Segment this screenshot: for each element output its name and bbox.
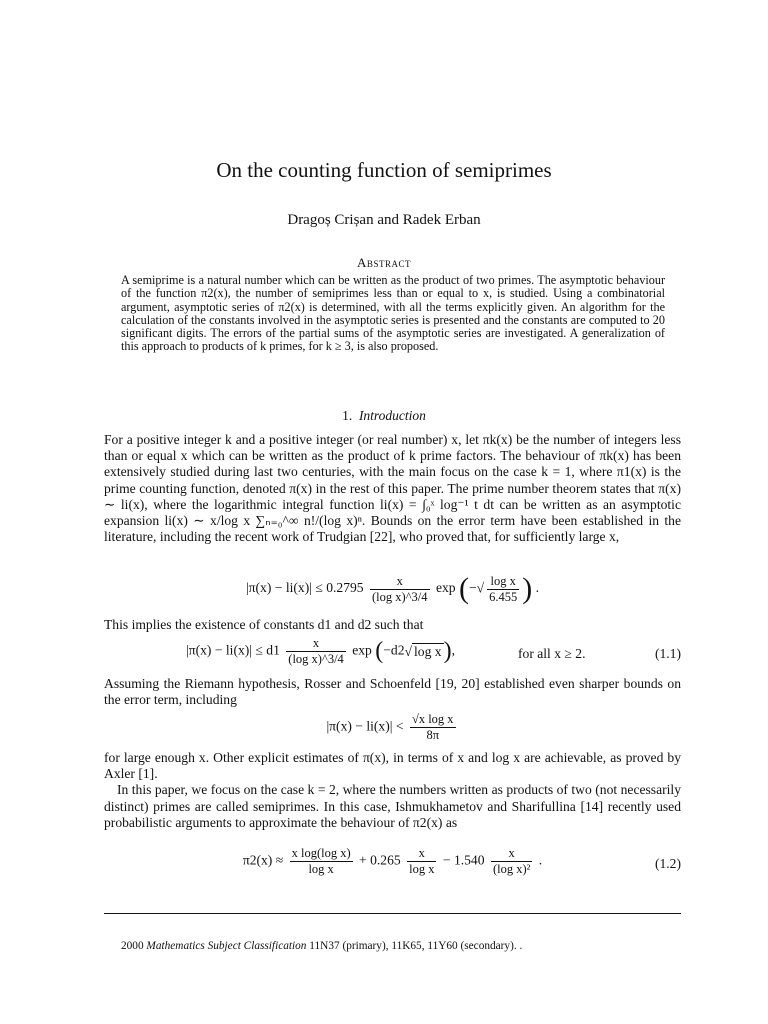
eq-a-sqrt-num: log x [487, 574, 519, 590]
eq-a-frac-den: (log x)^3/4 [372, 589, 428, 604]
eq-a-lhs: |π(x) − li(x)| ≤ 0.2795 [245, 580, 364, 596]
section-number: 1. [342, 408, 353, 423]
eq-a-end: . [535, 580, 540, 596]
eq-1-1-lhs: |π(x) − li(x)| ≤ d1 [186, 642, 280, 658]
eq-1-2-term2 [407, 846, 436, 877]
eq-1-1-frac-num: x [286, 636, 346, 652]
eq-b-num: √x log x [411, 712, 454, 726]
intro-paragraph-4a: for large enough x. Other explicit estimates of π(x), in terms of x and log x are achievable, as proved by Axler [1]. [104, 750, 681, 782]
footnote-rule [104, 913, 681, 914]
eq-a-exp: exp [435, 580, 456, 596]
eq-a-fraction [370, 574, 430, 605]
eq-1-2-t1-den: log x [308, 862, 334, 876]
eq-a-frac-num: x [370, 574, 430, 590]
eq-1-2-c1: + 0.265 [359, 852, 401, 868]
eq-1-2-term3 [491, 846, 532, 877]
eq-1-2-t2-den: log x [409, 862, 435, 876]
footnote-label: Mathematics Subject Classification [146, 940, 307, 952]
footnote-year: 2000 [121, 940, 144, 952]
eq-1-1-frac-den: (log x)^3/4 [288, 652, 344, 666]
eq-1-1-sqrt: log x [414, 643, 442, 659]
equation-rh [104, 712, 681, 748]
eq-b-den: 8π [426, 728, 440, 742]
section-title: Introduction [358, 408, 426, 423]
intro-paragraph-2: This implies the existence of constants d1 and d2 such that [104, 617, 424, 632]
intro-paragraph-1: For a positive integer k and a positive integer (or real number) x, let πk(x) be the number of integers less than or equal x which can be written as the product of k prime factors. The behaviour of πk(x) has been extensively studied during last two centuries, with the main focus on the case k = 1, where π1(x) is the prime counting function, denoted π(x) in the rest of this paper. The prime number theorem states that π(x) ∼ li(x), where the logarithmic integral function li(x) = ∫₀ˣ log⁻¹ t dt can be written as an asymptotic expansion li(x) ∼ x/log x ∑ₙ₌₀^∞ n!/(log x)ⁿ. Bounds on the error term have been established in the literature, including the recent work of Trudgian [22], who proved that, for sufficiently large x, [104, 432, 681, 545]
eq-1-1-condition: for all x ≥ 2. [518, 646, 586, 661]
eq-1-2-end: . [538, 852, 543, 868]
eq-1-1-exp: exp [352, 642, 372, 658]
eq-1-1-inner: −d2 [383, 642, 405, 658]
intro-paragraph-4 [104, 750, 681, 831]
eq-1-2-c2: − 1.540 [442, 852, 485, 868]
paper-title: On the counting function of semiprimes [216, 158, 552, 182]
eq-1-2-number: (1.2) [654, 856, 681, 871]
footnote-text: 11N37 (primary), 11K65, 11Y60 (secondary). . [309, 940, 523, 952]
intro-paragraph-3: Assuming the Riemann hypothesis, Rosser and Schoenfeld [19, 20] established even sharper bounds on the error term, including [104, 676, 681, 708]
intro-paragraph-4b: In this paper, we focus on the case k = 2, where the numbers written as products of two (not necessarily distinct) primes are called semiprimes. In this case, Ishmukhametov and Sharifullina [14] recently used probabilistic arguments to approximate the behaviour of π2(x) as [104, 782, 681, 830]
eq-a-sqrt-den: 6.455 [489, 589, 518, 604]
eq-1-2-t3-den: (log x)² [492, 862, 531, 876]
section-heading [0, 408, 768, 424]
paper-authors: Dragoș Crișan and Radek Erban [287, 212, 481, 228]
eq-b-lhs: |π(x) − li(x)| < [326, 718, 404, 734]
eq-1-1-number: (1.1) [654, 646, 681, 661]
eq-b-fraction [410, 712, 456, 743]
abstract-heading: Abstract [357, 255, 411, 270]
abstract-text: A semiprime is a natural number which can be written as the product of two primes. The asymptotic behaviour of the function π2(x), the number of semiprimes less than or equal to x, is studied. Using a combinatorial argument, asymptotic series of π2(x) is determined, with all the terms explicitly given. An algorithm for the calculation of the constants involved in the asymptotic series is presented and the constants are computed to 20 significant digits. The errors of the partial sums of the asymptotic series are investigated. A generalization of this approach to products of k primes, for k ≥ 3, is also proposed. [121, 273, 665, 354]
eq-1-2-lhs: π2(x) ≈ [242, 852, 284, 868]
eq-1-2-term1 [290, 846, 353, 877]
eq-1-2-t2-num: x [407, 846, 436, 862]
equation-1-1: |π(x) − li(x)| ≤ d1 $\frac{x}{\text{(log x)\textasciicircum{}3/4}}$ exp (−d2√ log x), for all x ≥ 2. (1.1) [186, 636, 681, 666]
eq-1-2-t1-num: x log(log x) [291, 846, 351, 860]
footnote [121, 940, 681, 952]
equation-1-2 [104, 846, 681, 886]
eq-a-sqrt: √ $\frac{\text{log x}}{6.455}$ [476, 573, 518, 604]
equation-trudgian: |π(x) − li(x)| ≤ 0.2795 $\frac{x}{\text{(log x)\textasciicircum{}3/4}}$ exp (−√ $\frac{\text{log x}}{6.455}$ ) . [245, 572, 540, 605]
eq-1-1-fraction [286, 636, 346, 667]
eq-1-2-t3-num: x [491, 846, 532, 862]
